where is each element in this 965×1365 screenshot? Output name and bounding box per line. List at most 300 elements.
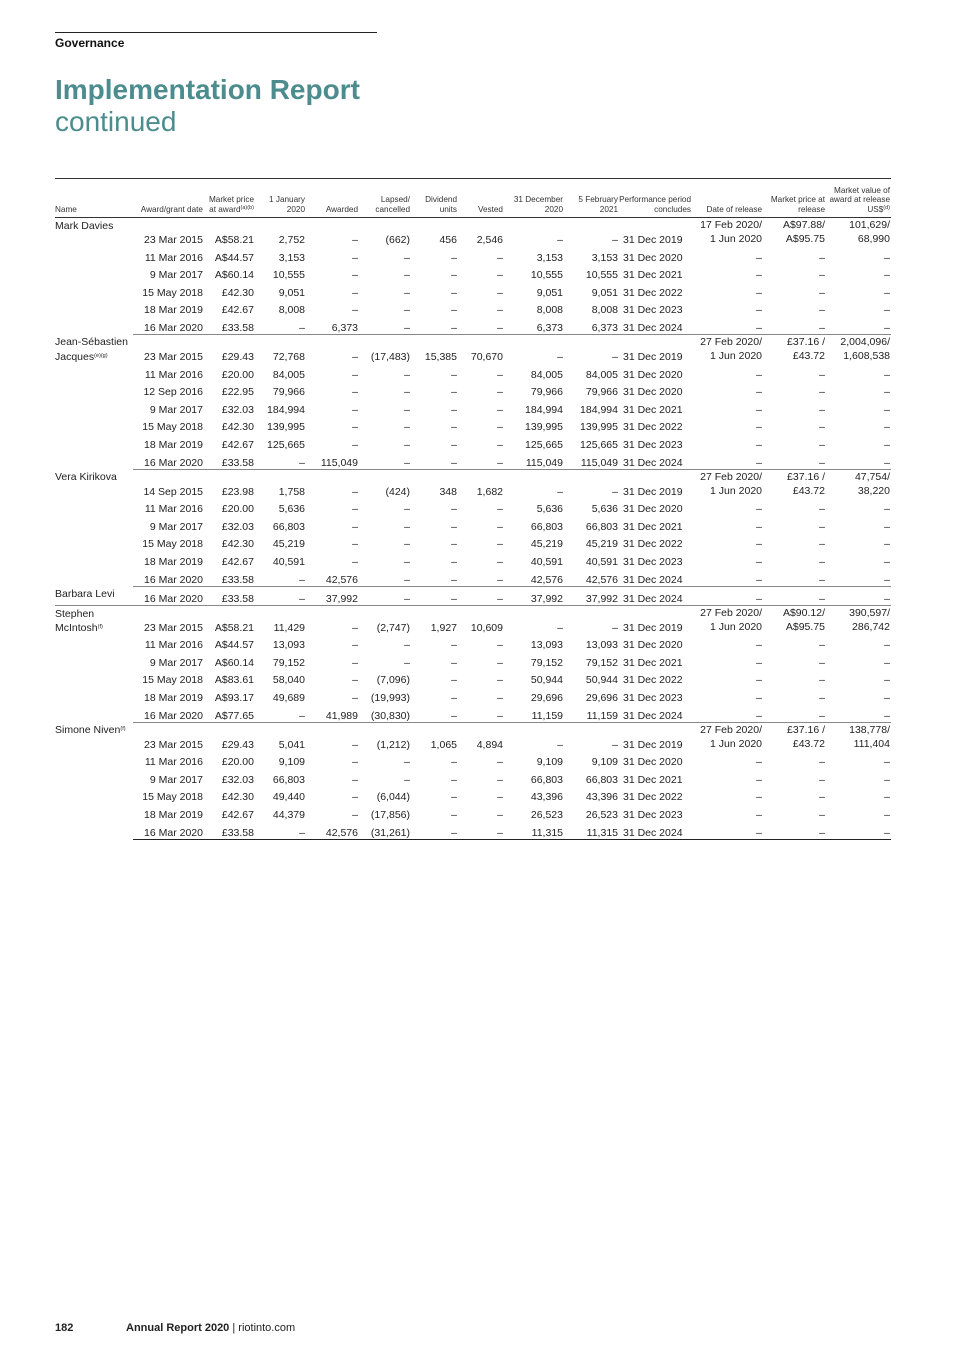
table-cell: – [819,304,825,317]
table-cell: 11 Mar 2016 [144,639,203,652]
table-cell: – [458,451,504,469]
table-row [55,334,891,363]
table-cell: A$93.17 [214,691,254,704]
table-row [55,651,891,669]
table-cell: – [756,791,762,804]
page-number: 182 [55,1322,74,1334]
table-cell: A$60.14 [214,656,254,669]
table-cell: – [819,656,825,669]
table-cell: – [756,386,762,399]
table-cell: 11,315 [564,821,619,839]
table-cell: 9,051 [278,286,305,299]
table-cell: – [497,286,503,299]
table-row [55,451,891,469]
table-cell: 31 Dec 2020 [623,503,683,516]
table-cell: 31 Dec 2022 [623,791,683,804]
table-cell: – [404,656,410,669]
table-cell: – [884,691,890,704]
table-cell: 115,049 [504,451,564,469]
table-cell: 37,992 [504,586,564,605]
table-cell: – [352,674,358,687]
table-cell: 49,440 [272,791,305,804]
table-cell: – [352,438,358,451]
page-title: Implementation Report [55,74,360,105]
person-name-text: Vera Kirikova [55,471,117,484]
table-cell: 31 Dec 2020 [623,368,683,381]
table-cell: – [411,316,458,334]
table-cell: – [352,639,358,652]
table-cell: (30,830) [359,704,411,722]
table-cell: 115,049 [564,451,619,469]
col-release-value-label: Market value of award at release US$ [829,185,890,215]
table-cell: – [819,808,825,821]
table-cell: – [352,286,358,299]
table-cell: 42,576 [564,568,619,586]
table-cell: – [497,520,503,533]
table-cell: – [884,438,890,451]
col-5-feb-2021: 5 February 2021 [564,179,619,218]
table-cell: 8,008 [591,304,618,317]
table-cell: 138,778/ 111,404 [849,723,890,750]
table-row [55,586,891,605]
table-cell: 79,966 [585,386,618,399]
table-cell: – [756,674,762,687]
table-cell: 79,966 [530,386,563,399]
table-cell: 31 Dec 2022 [623,286,683,299]
table-cell: 9,109 [591,756,618,769]
table-cell: 3,153 [591,251,618,264]
person-name-text: Mark Davies [55,220,114,232]
table-cell: £42.67 [221,555,254,568]
col-1-jan-2020: 1 January 2020 [255,179,306,218]
table-cell: – [497,421,503,434]
table-cell: – [497,251,503,264]
table-cell: – [497,304,503,317]
table-cell: – [497,403,503,416]
table-cell: – [497,808,503,821]
table-cell: 16 Mar 2020 [133,586,204,605]
table-cell: £20.00 [221,368,254,381]
table-cell: – [756,538,762,551]
table-cell: 31 Dec 2022 [623,421,683,434]
table-cell: – [404,368,410,381]
table-cell: 15 May 2018 [142,286,203,299]
person-name-text: Stephen McIntosh [55,607,98,635]
table-cell: £32.03 [221,403,254,416]
table-cell: – [404,538,410,551]
table-cell: (6,044) [376,791,410,804]
table-cell: £33.58 [204,586,255,605]
table-cell: 31 Dec 2022 [623,538,683,551]
table-cell: 27 Feb 2020/ 1 Jun 2020 [700,723,762,750]
table-cell: – [819,286,825,299]
table-cell: – [819,438,825,451]
person-name [55,722,133,839]
table-cell: £42.30 [221,538,254,551]
table-cell: – [352,503,358,516]
table-cell: 9,109 [536,756,563,769]
table-cell: (17,483) [370,350,410,363]
table-cell: – [359,586,411,605]
table-row [55,786,891,804]
table-row [55,669,891,687]
table-cell: – [756,773,762,786]
table-cell: – [451,773,457,786]
table-cell: 50,944 [530,674,563,687]
table-cell: – [404,403,410,416]
table-cell: 15 May 2018 [142,421,203,434]
page-subtitle: continued [55,106,177,137]
table-cell: 31 Dec 2019 [623,350,683,363]
table-cell: A$60.14 [214,269,254,282]
table-cell: 15 May 2018 [142,674,203,687]
table-cell: (2,747) [376,621,410,634]
table-cell: (7,096) [376,674,410,687]
table-cell: – [819,773,825,786]
table-cell: 10,555 [530,269,563,282]
table-cell: 1,927 [430,621,457,634]
table-cell: – [497,555,503,568]
col-vested: Vested [458,179,504,218]
table-cell: – [756,756,762,769]
table-cell: 43,396 [585,791,618,804]
table-cell: 42,576 [306,568,359,586]
table-cell: 31 Dec 2021 [623,403,683,416]
table-cell: 5,041 [278,738,305,751]
table-cell: – [352,234,358,246]
table-row [55,803,891,821]
table-cell: – [411,704,458,722]
table-cell: 16 Mar 2020 [133,568,204,586]
table-cell: 11,159 [504,704,564,722]
table-cell: 31 Dec 2020 [623,251,683,264]
col-market-price-note: (a)(b) [240,205,254,212]
table-cell: – [404,251,410,264]
table-cell: 31 Dec 2024 [619,451,692,469]
table-cell: 101,629/ 68,990 [849,219,890,245]
table-cell: 31 Dec 2024 [619,568,692,586]
table-cell: – [884,386,890,399]
table-row [55,722,891,751]
table-cell: – [819,555,825,568]
table-cell: 31 Dec 2023 [623,691,683,704]
table-cell: – [352,421,358,434]
col-name: Name [55,179,133,218]
table-cell: – [692,586,763,605]
table-row [55,704,891,722]
table-cell: £42.30 [221,791,254,804]
table-cell: – [756,438,762,451]
table-cell: 31 Dec 2023 [623,555,683,568]
table-cell: A$90.12/ A$95.75 [782,606,825,633]
table-cell: 2,546 [476,234,503,246]
table-cell: A$77.65 [204,704,255,722]
footer-site: | riotinto.com [232,1322,296,1334]
table-cell: – [411,586,458,605]
table-cell: – [451,555,457,568]
table-cell: – [404,421,410,434]
table-cell: £22.95 [221,386,254,399]
table-cell: – [497,503,503,516]
table-cell: 37,992 [306,586,359,605]
col-release-value-note: (d) [883,205,890,212]
table-cell: £42.30 [221,421,254,434]
table-cell: £33.58 [204,568,255,586]
table-cell: – [352,350,358,363]
table-cell: – [819,791,825,804]
table-cell: – [884,304,890,317]
table-cell: 45,219 [585,538,618,551]
table-cell: – [255,704,306,722]
table-cell: – [451,251,457,264]
table-cell: 84,005 [530,368,563,381]
table-cell: – [884,639,890,652]
table-cell: – [884,421,890,434]
table-cell: – [451,756,457,769]
table-cell: 1,682 [476,485,503,498]
table-cell: 31 Dec 2023 [623,808,683,821]
table-cell: 139,995 [525,421,563,434]
table-cell: – [884,674,890,687]
table-cell: 3,153 [278,251,305,264]
table-cell: 4,894 [476,738,503,751]
table-cell: £32.03 [221,773,254,786]
table-cell: 9,109 [278,756,305,769]
table-cell: – [884,520,890,533]
table-cell: 79,152 [585,656,618,669]
table-cell: 18 Mar 2019 [144,691,203,704]
table-cell: 11 Mar 2016 [144,368,203,381]
table-cell: – [352,691,358,704]
table-body [55,218,891,840]
table-cell: 11,159 [564,704,619,722]
table-cell: 31 Dec 2024 [619,316,692,334]
table-row [55,821,891,839]
table-cell: – [497,538,503,551]
table-cell: – [352,738,358,751]
table-cell: – [557,621,563,634]
table-cell: – [763,316,826,334]
table-cell: 5,636 [591,503,618,516]
table-cell: – [557,350,563,363]
table-cell: – [612,485,618,498]
table-cell: – [497,691,503,704]
table-cell: – [451,421,457,434]
table-cell: 41,989 [306,704,359,722]
table-cell: 125,665 [525,438,563,451]
table-cell: – [557,485,563,498]
table-cell: 16 Mar 2020 [133,821,204,839]
table-cell: – [763,704,826,722]
col-market-price-label: Market price at award [208,195,254,215]
table-cell: 43,396 [530,791,563,804]
table-cell: – [692,316,763,334]
table-cell: 11 Mar 2016 [144,251,203,264]
table-cell: – [819,251,825,264]
table-cell: 16 Mar 2020 [133,451,204,469]
table-cell: – [458,316,504,334]
table-cell: – [497,773,503,786]
table-cell: 31 Dec 2020 [623,756,683,769]
table-cell: 31 Dec 2021 [623,520,683,533]
table-cell: A$58.21 [214,621,254,634]
table-cell: 42,576 [306,821,359,839]
table-cell: – [255,586,306,605]
table-cell: – [497,639,503,652]
table-cell: – [352,251,358,264]
table-cell: – [352,791,358,804]
table-cell: – [404,520,410,533]
table-cell: – [884,808,890,821]
table-cell: – [756,520,762,533]
table-cell: – [819,674,825,687]
table-cell: 15 May 2018 [142,791,203,804]
table-cell: – [352,304,358,317]
table-cell: 31 Dec 2022 [623,674,683,687]
table-row [55,550,891,568]
table-cell: 44,379 [272,808,305,821]
table-row [55,751,891,769]
table-cell: 125,665 [580,438,618,451]
table-cell: – [756,421,762,434]
table-row [55,316,891,334]
table-cell: (424) [385,485,410,498]
table-cell: 66,803 [530,520,563,533]
table-cell: – [612,350,618,363]
awards-table [55,178,891,840]
table-cell: 79,152 [272,656,305,669]
table-cell: 31 Dec 2021 [623,269,683,282]
table-cell: – [352,756,358,769]
table-cell: 13,093 [585,639,618,652]
table-cell: – [352,808,358,821]
person-name [55,218,133,335]
table-cell: 18 Mar 2019 [144,304,203,317]
table-cell: 50,944 [585,674,618,687]
table-cell: 139,995 [267,421,305,434]
table-cell: – [819,386,825,399]
table-row [55,281,891,299]
table-cell: 23 Mar 2015 [144,738,203,751]
header-rule [55,32,377,33]
table-cell: 31 Dec 2020 [623,386,683,399]
table-cell: 3,153 [536,251,563,264]
table-cell: 40,591 [272,555,305,568]
table-cell: – [884,403,890,416]
table-cell: £20.00 [221,756,254,769]
table-cell: – [451,520,457,533]
table-cell: 18 Mar 2019 [144,555,203,568]
table-cell: 10,609 [470,621,503,634]
table-cell: 31 Dec 2021 [623,656,683,669]
col-lapsed: Lapsed/ cancelled [359,179,411,218]
table-cell: £23.98 [221,485,254,498]
table-cell: (1,212) [376,738,410,751]
table-cell: 9,051 [591,286,618,299]
table-cell: – [352,520,358,533]
table-cell: – [884,286,890,299]
person-name-text: Simone Niven [55,724,121,737]
table-cell: 66,803 [585,520,618,533]
table-cell: 184,994 [267,403,305,416]
table-cell: 18 Mar 2019 [144,808,203,821]
table-cell: £29.43 [221,350,254,363]
table-cell: – [352,773,358,786]
table-cell: 29,696 [530,691,563,704]
table-cell: – [819,756,825,769]
table-cell: – [404,503,410,516]
table-cell: – [819,269,825,282]
table-cell: – [359,568,411,586]
person-name-note: (f) [97,624,103,631]
table-cell: 66,803 [585,773,618,786]
table-cell: – [411,821,458,839]
table-cell: 6,373 [504,316,564,334]
table-cell: – [352,368,358,381]
table-cell: 115,049 [306,451,359,469]
table-cell: – [255,568,306,586]
person-name [55,469,133,586]
table-cell: – [819,520,825,533]
table-cell: 9 Mar 2017 [149,403,203,416]
table-cell: 79,152 [530,656,563,669]
table-cell: – [451,386,457,399]
table-cell: – [756,503,762,516]
table-row [55,469,891,498]
table-cell: 13,093 [272,639,305,652]
table-cell: – [458,821,504,839]
table-cell: 31 Dec 2019 [623,621,683,634]
table-cell: £42.67 [221,808,254,821]
table-cell: 1,065 [430,738,457,751]
table-cell: – [404,286,410,299]
table-cell: 5,636 [278,503,305,516]
table-cell: – [692,704,763,722]
table-cell: – [819,538,825,551]
table-cell: – [557,738,563,751]
table-cell: A$44.57 [214,251,254,264]
table-row [55,634,891,652]
table-cell: – [756,368,762,381]
table-cell: – [404,304,410,317]
table-cell: – [756,304,762,317]
table-cell: – [819,403,825,416]
col-awarded: Awarded [306,179,359,218]
table-cell: – [826,586,891,605]
table-cell: 27 Feb 2020/ 1 Jun 2020 [700,470,762,497]
table-cell: 17 Feb 2020/ 1 Jun 2020 [700,219,762,245]
table-cell: – [692,568,763,586]
table-cell: (19,993) [370,691,410,704]
table-row [55,398,891,416]
table-cell: 27 Feb 2020/ 1 Jun 2020 [700,335,762,362]
table-cell: 16 Mar 2020 [133,704,204,722]
table-cell: 29,696 [585,691,618,704]
person-name-note: (f) [120,726,126,733]
table-cell: 27 Feb 2020/ 1 Jun 2020 [700,606,762,633]
table-cell: – [819,639,825,652]
table-cell: (662) [385,234,410,246]
table-cell: 45,219 [530,538,563,551]
table-cell: – [756,656,762,669]
table-cell: – [826,704,891,722]
table-cell: 390,597/ 286,742 [849,606,890,633]
table-cell: £32.03 [221,520,254,533]
table-cell: 12 Sep 2016 [143,386,203,399]
table-row [55,768,891,786]
table-cell: – [884,503,890,516]
table-cell: 8,008 [278,304,305,317]
